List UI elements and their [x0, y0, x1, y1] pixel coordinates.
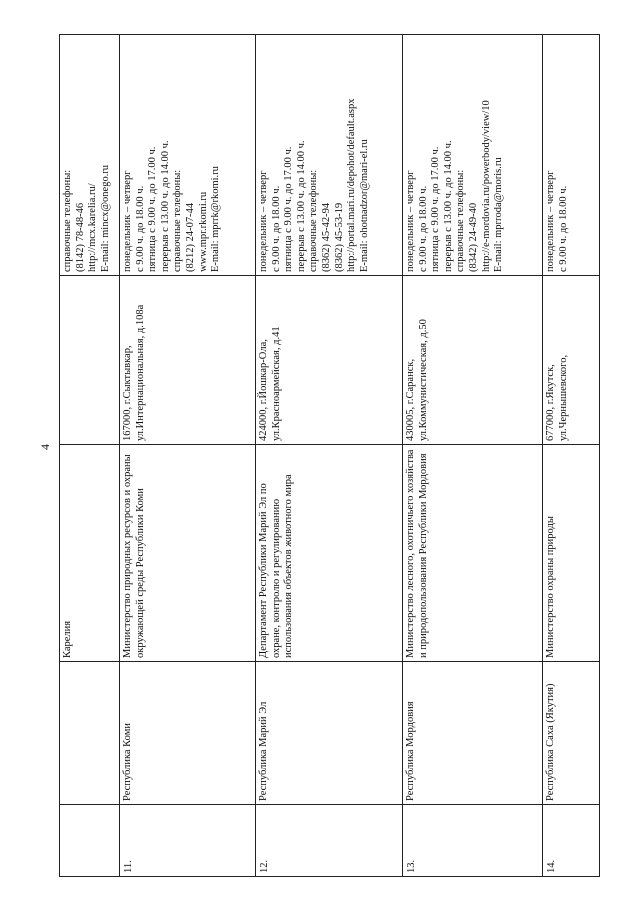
- authority-name: Карелия: [60, 445, 120, 662]
- contact-line: E-mail: mprrk@rkomi.ru: [210, 166, 222, 272]
- contact-line: понедельник – четверг: [122, 170, 133, 272]
- region-name: [60, 662, 120, 805]
- table-row: [256, 35, 403, 877]
- contact-line: (8362) 45-53-19: [333, 202, 345, 272]
- contact-line: перерыв с 13.00 ч. до 14.00 ч.: [295, 140, 307, 272]
- contact-line: понедельник – четверг: [545, 170, 556, 272]
- contact-line: E-mail: mincx@onego.ru: [99, 164, 111, 272]
- contact-line: с 9.00 ч. до 18.00 ч.: [557, 185, 569, 272]
- address: 424000, г.Йошкар-Ола, ул.Красноармейская, д.41: [256, 276, 403, 445]
- contact-line: перерыв с 13.00 ч. до 14.00 ч.: [442, 140, 454, 272]
- contact-line: (8362) 45-42-94: [320, 202, 332, 272]
- address: 167000, г.Сыктывкар, ул.Интернациональная, д.108а: [120, 276, 256, 445]
- address: 430005, г.Саранск, ул.Коммунистическая, д.50: [403, 276, 543, 445]
- contacts: [120, 35, 256, 276]
- table-row: [403, 35, 543, 877]
- contacts: [256, 35, 403, 276]
- document-table-wrapper: [59, 35, 599, 877]
- address: [60, 276, 120, 445]
- contact-line: E-mail: ohotnadzor@mari-el.ru: [358, 139, 370, 272]
- contact-line: www.mpr.rkomi.ru: [197, 191, 209, 272]
- contact-line: (8342) 24-49-40: [467, 202, 479, 272]
- region-name: Республика Марий Эл: [256, 662, 403, 805]
- contact-line: перерыв с 13.00 ч. до 14.00 ч.: [159, 140, 171, 272]
- contact-line: пятница с 9.00 ч. до 17.00 ч.: [283, 146, 295, 272]
- contact-line: с 9.00 ч. до 18.00 ч.: [270, 185, 282, 272]
- contact-line: (8212) 24-07-44: [184, 202, 196, 272]
- contacts: [543, 35, 600, 276]
- contact-line: с 9.00 ч. до 18.00 ч.: [134, 185, 146, 272]
- contact-line: справочные телефоны:: [308, 169, 320, 272]
- contact-line: E-mail: mprroda@moris.ru: [493, 157, 505, 272]
- contact-line: справочные телефоны:: [62, 169, 73, 272]
- authority-name: Министерство охраны природы: [543, 445, 600, 662]
- authority-name: Министерство природных ресурсов и охраны окружающей среды Республики Коми: [120, 445, 256, 662]
- address: 677000, г.Якутск, ул.Чернышевского,: [543, 276, 600, 445]
- contact-line: с 9.00 ч. до 18.00 ч.: [417, 185, 429, 272]
- contact-line: (8142) 78-48-46: [74, 202, 86, 272]
- contact-line: http://e-mordovia.ru/powerbody/view/10: [480, 100, 492, 272]
- table-row: [543, 35, 600, 877]
- contact-line: справочные телефоны:: [172, 169, 184, 272]
- table-row: [60, 35, 120, 877]
- contact-line: пятница с 9.00 ч. до 17.00 ч.: [430, 146, 442, 272]
- authority-name: Департамент Республики Марий Эл по охране, контролю и регулированию использования объектов животного мира: [256, 445, 403, 662]
- contacts: [60, 35, 120, 276]
- contact-line: справочные телефоны:: [455, 169, 467, 272]
- region-name: Республика Саха (Якутия): [543, 662, 600, 805]
- contact-line: пятница с 9.00 ч. до 17.00 ч.: [147, 146, 159, 272]
- contact-line: понедельник – четверг: [258, 170, 269, 272]
- authority-name: Министерство лесного, охотничьего хозяйства и природопользования Республики Мордовия: [403, 445, 543, 662]
- contact-line: http://portal.mari.ru/depohot/default.aspx: [346, 98, 358, 272]
- row-number: [60, 805, 120, 877]
- row-number: 11.: [120, 805, 256, 877]
- row-number: 14.: [543, 805, 600, 877]
- page-number: 4: [38, 444, 52, 450]
- row-number: 12.: [256, 805, 403, 877]
- contact-line: понедельник – четверг: [405, 170, 416, 272]
- contacts: [403, 35, 543, 276]
- table-row: [120, 35, 256, 877]
- row-number: 13.: [403, 805, 543, 877]
- regional-authorities-table: [59, 34, 600, 877]
- region-name: Республика Мордовия: [403, 662, 543, 805]
- contact-line: http://mcx.karelia.ru/: [87, 183, 99, 272]
- region-name: Республика Коми: [120, 662, 256, 805]
